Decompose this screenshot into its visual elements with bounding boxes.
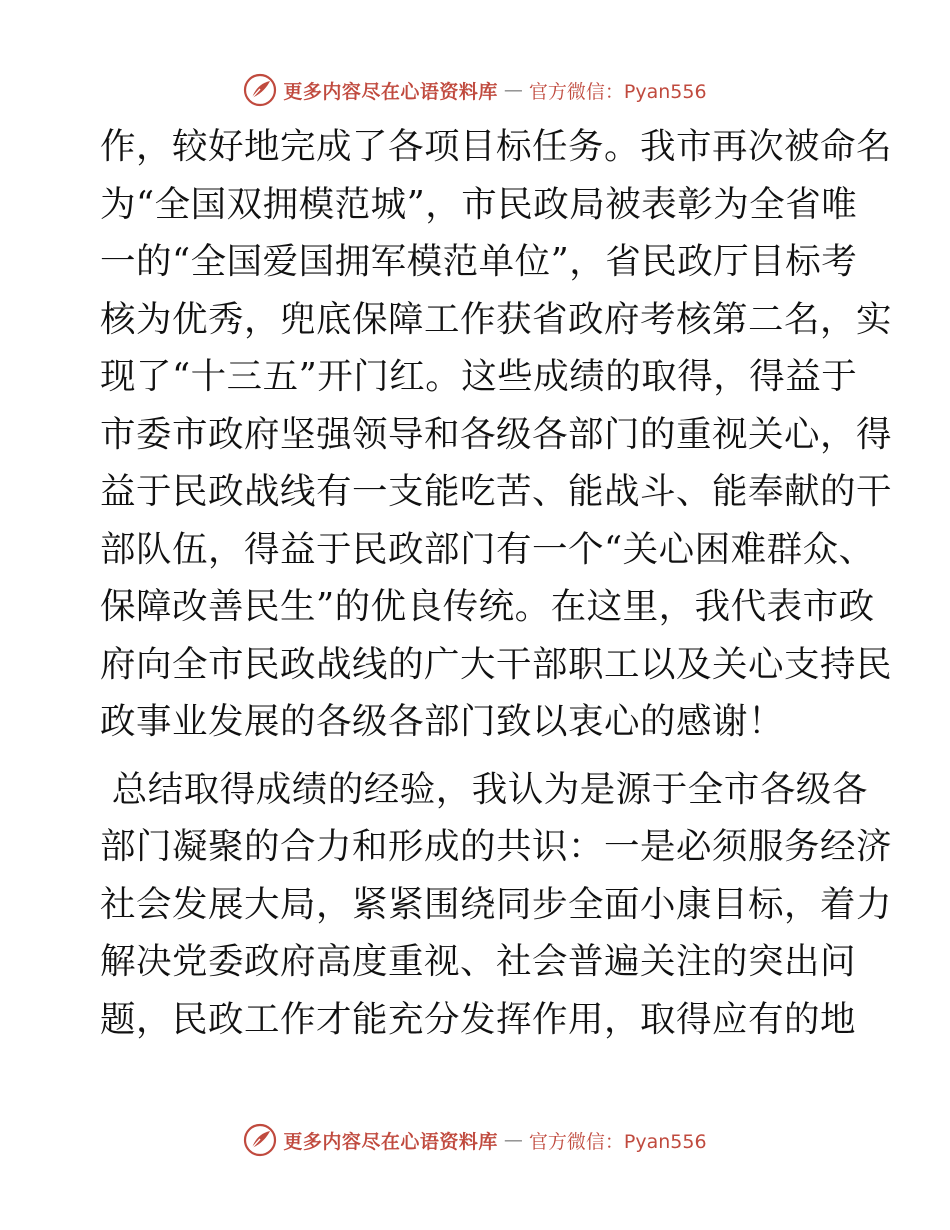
- feather-pen-icon: [243, 73, 277, 107]
- text-line: 解决党委政府高度重视、社会普遍关注的突出问: [100, 941, 857, 982]
- paragraph-2: [100, 761, 893, 1049]
- text-line: 社会发展大局，紧紧围绕同步全面小康目标，着力: [100, 883, 893, 925]
- text-line: 核为优秀，兜底保障工作获省政府考核第二名，实: [100, 298, 893, 340]
- text-line: 保障改善民生”的优良传统。在这里，我代表市政: [100, 586, 875, 627]
- watermark-title: 更多内容尽在心语资料库: [283, 80, 498, 103]
- text-line: 为“全国双拥模范城”，市民政局被表彰为全省唯: [100, 183, 858, 225]
- text-line: 作，较好地完成了各项目标任务。我市再次被命名: [100, 126, 893, 167]
- text-line: 一的“全国爱国拥军模范单位”，省民政厅目标考: [100, 241, 858, 282]
- watermark-title: 更多内容尽在心语资料库: [283, 1130, 498, 1153]
- watermark-contact: 官方微信：Pyan556: [528, 1130, 707, 1153]
- text-line: 总结取得成绩的经验，我认为是源于全市各级各: [100, 768, 868, 810]
- header-watermark: [0, 70, 950, 110]
- footer-watermark: [0, 1120, 950, 1160]
- text-line: 题，民政工作才能充分发挥作用，取得应有的地: [100, 998, 857, 1040]
- text-line: 现了“十三五”开门红。这些成绩的取得，得益于: [100, 356, 858, 397]
- watermark-contact: 官方微信：Pyan556: [528, 80, 707, 103]
- feather-pen-icon: [243, 1123, 277, 1157]
- watermark-separator: —: [503, 79, 523, 101]
- text-line: 市委市政府坚强领导和各级各部门的重视关心，得: [100, 413, 893, 455]
- text-line: 政事业发展的各级各部门致以衷心的感谢！: [100, 701, 785, 742]
- text-line: 部队伍，得益于民政部门有一个“关心困难群众、: [100, 528, 875, 570]
- watermark-separator: —: [503, 1129, 523, 1151]
- paragraph-1: [100, 118, 893, 751]
- text-line: 部门凝聚的合力和形成的共识：一是必须服务经济: [100, 826, 893, 867]
- text-line: 益于民政战线有一支能吃苦、能战斗、能奉献的干: [100, 471, 893, 512]
- text-line: 府向全市民政战线的广大干部职工以及关心支持民: [100, 643, 893, 685]
- document-body: [100, 118, 893, 1048]
